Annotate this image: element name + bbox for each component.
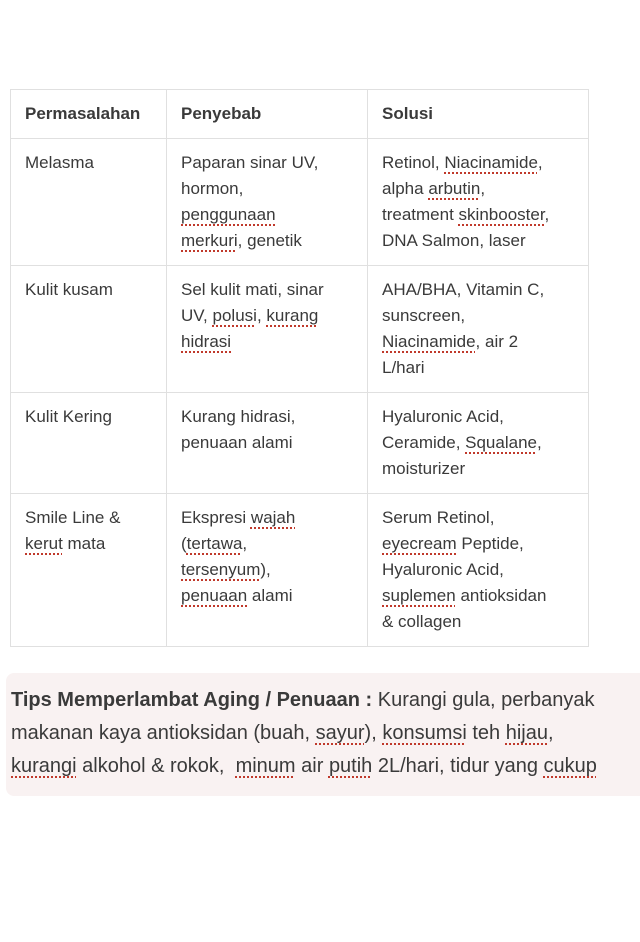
cell-permasalahan [11, 494, 167, 647]
text-line: Hyaluronic Acid, [382, 560, 504, 579]
text-line: Smile Line & [25, 508, 121, 527]
text-line: Ceramide, Squalane, [382, 433, 542, 452]
misspelled-word: kerut [25, 534, 63, 553]
cell-solusi [368, 139, 589, 266]
text-line: Retinol, Niacinamide, [382, 153, 543, 172]
misspelled-word: tersenyum [181, 560, 261, 579]
misspelled-word: Niacinamide [382, 332, 476, 351]
text-line: Hyaluronic Acid, [382, 407, 504, 426]
skin-problems-table [10, 89, 589, 647]
text-line: tersenyum), [181, 560, 271, 579]
text-line: Ekspresi wajah [181, 508, 296, 527]
text-line: L/hari [382, 358, 425, 377]
misspelled-word: polusi [212, 306, 257, 325]
cell-penyebab [167, 266, 368, 393]
text-line: Serum Retinol, [382, 508, 495, 527]
tips-paragraph [6, 673, 640, 796]
cell-permasalahan [11, 139, 167, 266]
text-line: Tips Memperlambat Aging / Penuaan : Kurangi gula, perbanyak [11, 689, 595, 711]
document-page [0, 89, 640, 942]
misspelled-word: eyecream [382, 534, 457, 553]
table-row [11, 139, 589, 266]
text-line: alpha arbutin, [382, 179, 486, 198]
table-header-row [11, 90, 589, 139]
cell-permasalahan [11, 266, 167, 393]
text-line: sunscreen, [382, 306, 466, 325]
misspelled-word: merkuri [181, 231, 238, 250]
text-line [181, 329, 353, 355]
text-line: Niacinamide, air 2 [382, 332, 519, 351]
misspelled-word: kurangi [11, 755, 77, 777]
table-row [11, 393, 589, 494]
misspelled-word: konsumsi [382, 722, 467, 744]
misspelled-word: sayur [315, 722, 365, 744]
text-line: merkuri, genetik [181, 231, 302, 250]
column-header-permasalahan: Permasalahan [11, 90, 167, 139]
text-line: Kurang hidrasi, [181, 407, 296, 426]
text-line: DNA Salmon, laser [382, 231, 526, 250]
cell-permasalahan [11, 393, 167, 494]
cell-solusi [368, 393, 589, 494]
text-line: Kulit Kering [25, 407, 112, 426]
text-line: Sel kulit mati, sinar [181, 280, 324, 299]
misspelled-word: tertawa [186, 534, 243, 553]
text-line: eyecream Peptide, [382, 534, 524, 553]
text-line: Melasma [25, 153, 94, 172]
misspelled-word: Squalane [465, 433, 537, 452]
text-line: suplemen antioksidan [382, 586, 547, 605]
misspelled-word: kurang [266, 306, 319, 325]
cell-penyebab [167, 393, 368, 494]
text-line: & collagen [382, 612, 462, 631]
text-line: (tertawa, [181, 534, 248, 553]
text-line: moisturizer [382, 459, 466, 478]
cell-solusi [368, 494, 589, 647]
misspelled-word: cukup [543, 755, 597, 777]
text-line [181, 202, 353, 228]
text-line: penuaan alami [181, 586, 293, 605]
column-header-penyebab: Penyebab [167, 90, 368, 139]
misspelled-word: penggunaan [181, 205, 276, 224]
text-line: kurangi alkohol & rokok, minum air putih 2L/hari, tidur yang cukup [11, 755, 597, 777]
cell-solusi [368, 266, 589, 393]
misspelled-word: penuaan [181, 586, 248, 605]
table-body [11, 139, 589, 647]
misspelled-word: hijau [505, 722, 548, 744]
text-line: makanan kaya antioksidan (buah, sayur), konsumsi teh hijau, [11, 722, 554, 744]
table-row [11, 266, 589, 393]
text-line: hormon, [181, 179, 244, 198]
text-line: UV, polusi, kurang [181, 306, 319, 325]
table-row [11, 494, 589, 647]
text-line: Paparan sinar UV, [181, 153, 319, 172]
text-line: Kulit kusam [25, 280, 113, 299]
misspelled-word: suplemen [382, 586, 456, 605]
misspelled-word: minum [235, 755, 296, 777]
misspelled-word: arbutin [428, 179, 481, 198]
misspelled-word: putih [328, 755, 373, 777]
misspelled-word: skinbooster [458, 205, 545, 224]
misspelled-word: Niacinamide [444, 153, 538, 172]
misspelled-word: wajah [250, 508, 296, 527]
cell-penyebab [167, 139, 368, 266]
column-header-solusi: Solusi [368, 90, 589, 139]
text-line: kerut mata [25, 534, 106, 553]
cell-penyebab [167, 494, 368, 647]
misspelled-word: hidrasi [181, 332, 232, 351]
text-line: AHA/BHA, Vitamin C, [382, 280, 545, 299]
text-line: penuaan alami [181, 433, 293, 452]
text-line: treatment skinbooster, [382, 205, 550, 224]
